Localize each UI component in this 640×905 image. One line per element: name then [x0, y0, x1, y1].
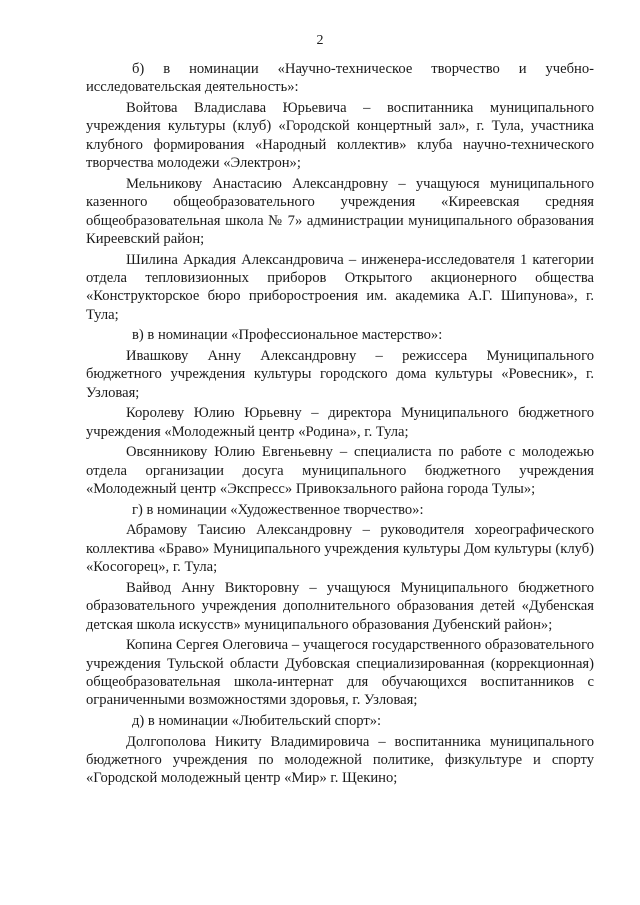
nominee-paragraph: Копина Сергея Олеговича – учащегося государственного образовательного учреждения Тульской области Дубовская специализированная (коррекционная) общеобразовательная школа-интернат для обучающихся воспитанников с ограниченными возможностями здоровья, г. Узловая; — [86, 637, 594, 709]
document-body — [86, 60, 594, 790]
nominee-paragraph: Ивашкову Анну Александровну – режиссера Муниципального бюджетного учреждения культуры городского дома культуры «Ровесник», г. Узловая; — [86, 348, 594, 401]
nominee-paragraph: Шилина Аркадия Александровича – инженера-исследователя 1 категории отдела тепловизионных приборов Открытого акционерного общества «Конструкторское бюро приборостроения им. академика А.Г. Шипунова», г. Тула; — [86, 251, 594, 323]
nominee-paragraph: Абрамову Таисию Александровну – руководителя хореографического коллектива «Браво» Муниципального учреждения культуры Дом культуры (клуб) «Косогорец», г. Тула; — [86, 522, 594, 576]
nominee-paragraph: Овсянникову Юлию Евгеньевну – специалиста по работе с молодежью отдела организации досуга муниципального бюджетного учреждения «Молодежный центр «Экспресс» Привокзального района города Тулы»; — [86, 444, 594, 498]
nomination-heading-d: д) в номинации «Любительский спорт»: — [132, 713, 382, 730]
nominee-paragraph: Мельникову Анастасию Александровну – учащуюся муниципального казенного общеобразовательного учреждения «Киреевская средняя общеобразовательная школа № 7» администрации муниципального образования Киреевский район; — [86, 175, 594, 248]
nominee-paragraph: Королеву Юлию Юрьевну – директора Муниципального бюджетного учреждения «Молодежный центр «Родина», г. Тула; — [86, 405, 594, 440]
page-number: 2 — [316, 33, 324, 48]
nomination-heading-b: б) в номинации «Научно-техническое творчество и учебно-исследовательская деятельность»: — [86, 61, 594, 96]
nomination-heading-v: в) в номинации «Профессиональное мастерство»: — [132, 327, 443, 344]
nominee-paragraph: Вайвод Анну Викторовну – учащуюся Муниципального бюджетного образовательного учреждения дополнительного образования детей «Дубенская детская школа искусств» муниципального образования Дубенский район»; — [86, 579, 594, 633]
nominee-paragraph: Долгополова Никиту Владимировича – воспитанника муниципального бюджетного учреждения по молодежной политике, физкультуре и спорту «Городской молодежный центр «Мир» г. Щекино; — [86, 733, 594, 787]
nominee-paragraph: Войтова Владислава Юрьевича – воспитанника муниципального учреждения культуры (клуб) «Городской концертный зал», г. Тула, участника клубного формирования «Народный коллектив» клуба научно-технического творчества молодежи «Электрон»; — [86, 100, 594, 172]
nomination-heading-g: г) в номинации «Художественное творчество»: — [132, 501, 424, 518]
